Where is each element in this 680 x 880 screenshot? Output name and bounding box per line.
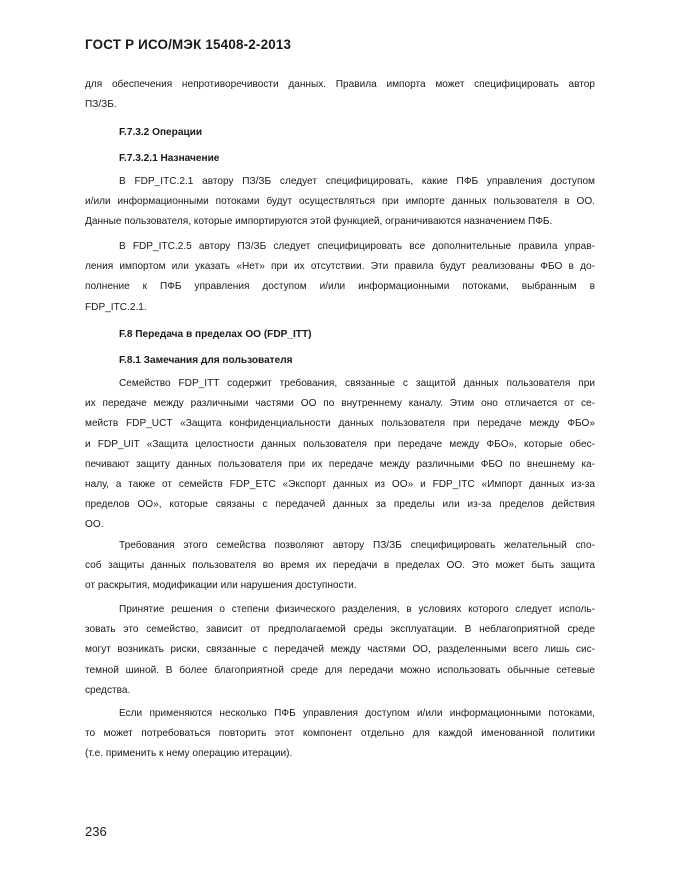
- text-line: Семейство FDP_ITT содержит требования, связанные с защитой данных пользователя при: [119, 378, 595, 389]
- text-line: Данные пользователя, которые импортируются этой функцией, ограничиваются назначением ПФБ.: [85, 216, 553, 228]
- text-line: ления импортом или указать «Нет» при их отсутствии. Эти правила будут реализованы ФБО в до-: [85, 261, 595, 273]
- text-line: темной шиной. В более благоприятной среде для передачи можно использовать обычные сетевые: [85, 664, 595, 676]
- intro-paragraph: [85, 75, 595, 115]
- paragraph-iteration: [85, 704, 595, 765]
- text-line: В FDP_ITC.2.1 автору ПЗ/ЗБ следует специфицировать, какие ПФБ управления доступом: [119, 176, 595, 187]
- text-line: налу, а также от семейств FDP_ETC «Экспорт данных из ОО» и FDP_ITC «Импорт данных из-за: [85, 478, 595, 490]
- text-line: их передаче между различными частями ОО по внутреннему каналу. Этим оно отличается от се-: [85, 398, 595, 410]
- paragraph-physical-separation: [85, 600, 595, 701]
- text-line: FDP_ITC.2.1.: [85, 301, 147, 313]
- document-header: ГОСТ Р ИСО/МЭК 15408-2-2013: [85, 37, 292, 52]
- section-heading-f8-1: F.8.1 Замечания для пользователя: [119, 355, 293, 366]
- section-heading-f7-3-2-1: F.7.3.2.1 Назначение: [119, 153, 220, 164]
- text-line: и FDP_UIT «Защита целостности данных пользователя при передаче между ФБО», которые обес-: [85, 438, 595, 450]
- text-line: (т.е. применить к нему операцию итерации).: [85, 748, 293, 760]
- text-line: от раскрытия, модификации или нарушения доступности.: [85, 580, 357, 592]
- text-line: Требования этого семейства позволяют автору ПЗ/ЗБ специфицировать желательный спо-: [119, 540, 595, 551]
- section-heading-f7-3-2: F.7.3.2 Операции: [119, 127, 203, 138]
- paragraph-fdp-itc-2-1: [85, 172, 595, 233]
- text-line: Если применяются несколько ПФБ управления доступом и/или информационными потоками,: [119, 708, 595, 719]
- text-line: средства.: [85, 684, 131, 696]
- text-line: и/или информационными потоками будут осуществляться при импорте данных пользователя в ОО.: [85, 196, 595, 208]
- section-heading-f8: F.8 Передача в пределах ОО (FDP_ITT): [119, 329, 312, 340]
- text-line: то может потребоваться повторить этот компонент отдельно для каждой именованной политики: [85, 728, 595, 740]
- page-number: 236: [85, 824, 107, 839]
- text-line: соб защиты данных пользователя во время их передачи в пределах ОО. Это может быть защита: [85, 560, 595, 572]
- paragraph-fdp-itt-family: [85, 374, 595, 536]
- paragraph-requirements: [85, 536, 595, 597]
- text-line: мейств FDP_UCT «Защита конфиденциальности данных пользователя при передаче между ФБО»: [85, 418, 595, 430]
- text-line: пределов ОО», которые связаны с передачей данных за пределы или из-за пределов действия: [85, 499, 595, 511]
- text-line: полнение к ПФБ управления доступом и/или информационными потоками, выбранным в: [85, 281, 595, 293]
- text-line: Принятие решения о степени физического разделения, в условиях которого следует исполь-: [119, 604, 595, 615]
- text-line: для обеспечения непротиворечивости данных. Правила импорта может специфицировать автор: [85, 79, 595, 90]
- text-line: печивают защиту данных пользователя при их передаче между различными ФБО по внешнему ка-: [85, 458, 595, 470]
- text-line: ПЗ/ЗБ.: [85, 99, 117, 111]
- text-line: ОО.: [85, 519, 104, 531]
- paragraph-fdp-itc-2-5: [85, 237, 595, 318]
- text-line: В FDP_ITC.2.5 автору ПЗ/ЗБ следует специфицировать все дополнительные правила управ-: [119, 241, 595, 252]
- text-line: зовать это семейство, зависит от предполагаемой среды эксплуатации. В неблагоприятной среде: [85, 624, 595, 636]
- text-line: могут возникать риски, связанные с передачей между частями ОО, разделенными всего лишь сис-: [85, 644, 595, 656]
